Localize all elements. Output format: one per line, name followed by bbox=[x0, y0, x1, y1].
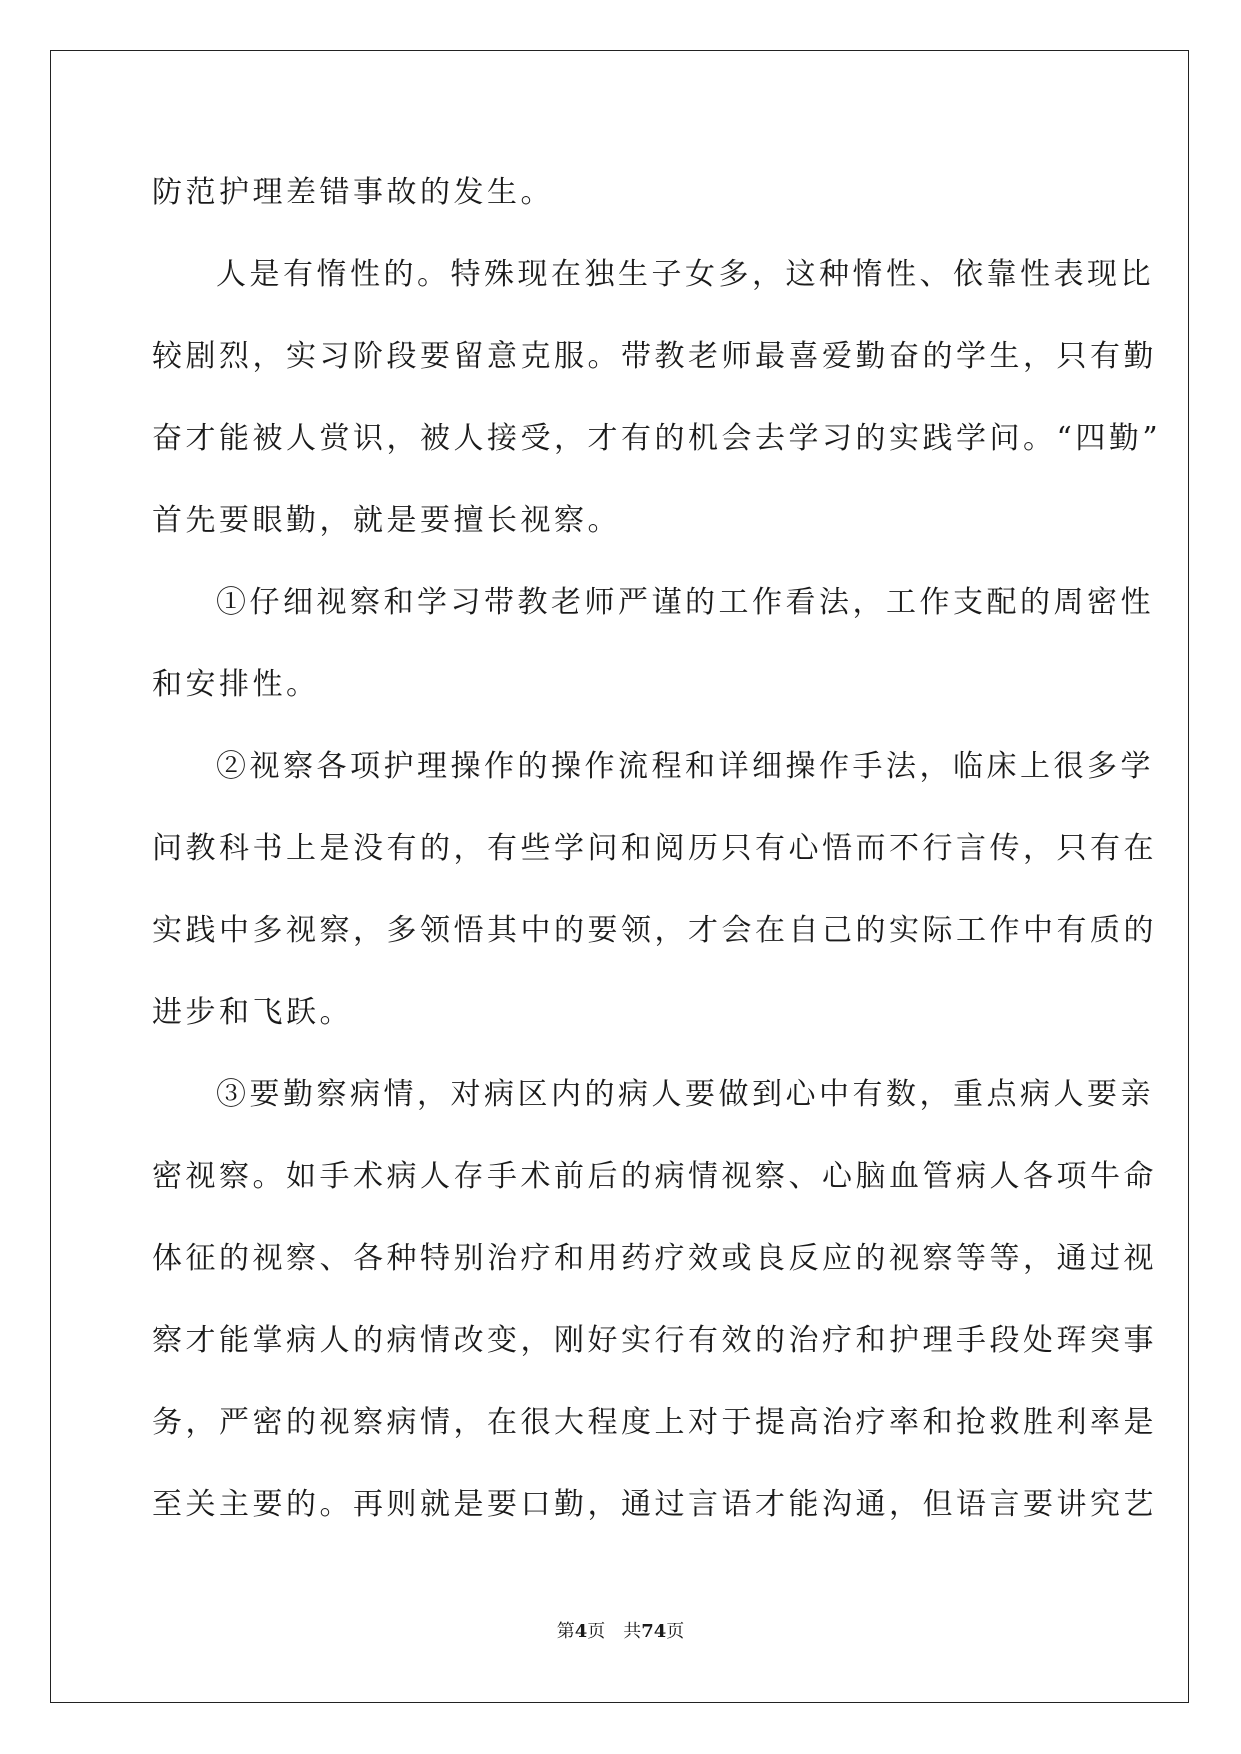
text-line: 首先要眼勤，就是要擅长视察。 bbox=[152, 503, 621, 538]
text-line: 察才能掌病人的病情改变，刚好实行有效的治疗和护理手段处珲突事 bbox=[152, 1323, 1157, 1358]
text-line: 至关主要的。再则就是要口勤，通过言语才能沟通，但语言要讲究艺 bbox=[152, 1487, 1157, 1522]
text-line: ①仔细视察和学习带教老师严谨的工作看法，工作支配的周密性 bbox=[216, 585, 1154, 620]
text-line: 奋才能被人赏识，被人接受，才有的机会去学习的实践学问。“四勤” bbox=[152, 421, 1162, 456]
text-line: ③要勤察病情，对病区内的病人要做到心中有数，重点病人要亲 bbox=[216, 1077, 1154, 1112]
text-line: 体征的视察、各种特别治疗和用药疗效或良反应的视察等等，通过视 bbox=[152, 1241, 1157, 1276]
text-line: 人是有惰性的。特殊现在独生子女多，这种惰性、依靠性表现比 bbox=[216, 257, 1154, 292]
page-suffix: 页 bbox=[587, 1621, 606, 1642]
total-prefix: 共 bbox=[623, 1621, 642, 1642]
page-prefix: 第 bbox=[556, 1621, 575, 1642]
text-line: 防范护理差错事故的发生。 bbox=[152, 175, 554, 210]
page-number: 4 bbox=[574, 1621, 588, 1642]
text-line: 和安排性。 bbox=[152, 667, 320, 702]
text-line: 务，严密的视察病情，在很大程度上对于提高治疗率和抢救胜利率是 bbox=[152, 1405, 1157, 1440]
text-line: 密视察。如手术病人存手术前后的病情视察、心脑血管病人各项牛命 bbox=[152, 1159, 1157, 1194]
text-line: 较剧烈，实习阶段要留意克服。带教老师最喜爱勤奋的学生，只有勤 bbox=[152, 339, 1157, 374]
text-line: ②视察各项护理操作的操作流程和详细操作手法，临床上很多学 bbox=[216, 749, 1154, 784]
text-line: 实践中多视察，多领悟其中的要领，才会在自己的实际工作中有质的 bbox=[152, 913, 1157, 948]
text-line: 问教科书上是没有的，有些学问和阅历只有心悟而不行言传，只有在 bbox=[152, 831, 1157, 866]
page-footer bbox=[0, 1620, 1241, 1644]
document-body bbox=[152, 163, 1162, 1557]
text-line: 进步和飞跃。 bbox=[152, 995, 353, 1030]
total-pages: 74 bbox=[641, 1621, 667, 1642]
total-suffix: 页 bbox=[666, 1621, 685, 1642]
